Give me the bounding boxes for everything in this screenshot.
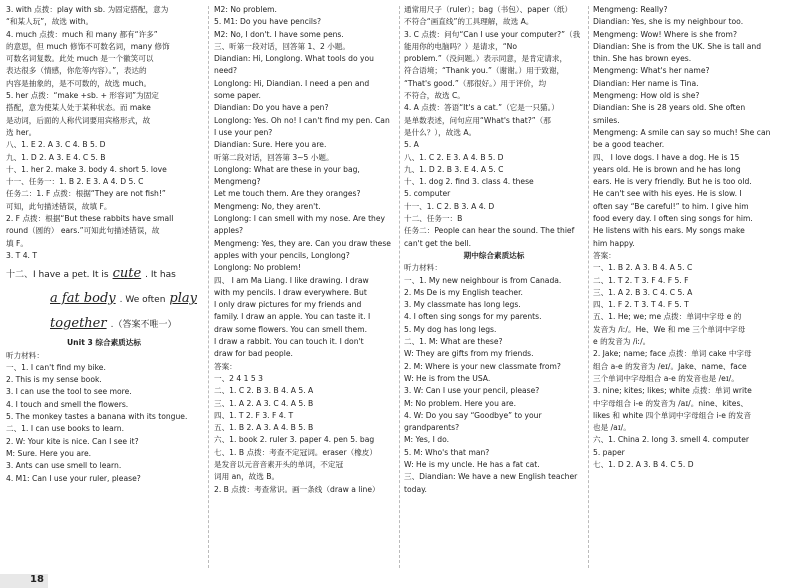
answer-line: 组合 a-e 的发音为 /eɪ/。Jake、name、face (593, 361, 747, 371)
answer-line: Longlong: Hi, Diandian. I need a pen and (214, 78, 370, 88)
answer-line: 2. Jake; name; face 点拨：单词 cake 中字母 (593, 349, 752, 359)
answer-line: M: No problem. Here you are. (404, 398, 516, 408)
answer-line: 是单数表述，问句应用“What's that?”（那 (404, 115, 551, 125)
answer-line: Longlong: I can smell with my nose. Are they (214, 214, 386, 224)
answer-line: He can't see with his eyes. He is slow. I (593, 189, 742, 199)
answer-line: thin. She has brown eyes. (593, 54, 692, 64)
answer-line: 通常用尺子（ruler）；bag（书包）、paper（纸） (404, 5, 573, 14)
answer-line: M: Yes, I do. (404, 435, 450, 445)
answer-line: 4. much 点拨：much 和 many 都有“许多” (6, 29, 158, 39)
answer-line: 4. I touch and smell the flowers. (6, 399, 129, 409)
answer-line: e 的发音为 /iː/。 (593, 337, 651, 347)
answer-line: Diandian: Do you have a pen? (214, 103, 329, 113)
answer-line: 3. I can use the tool to see more. (6, 387, 132, 397)
answer-line: Mengmeng: Yes, they are. Can you draw these (214, 238, 391, 248)
answer-line: I draw a rabbit. You can touch it. I don't (214, 337, 364, 347)
answer-line: 十一、任务一：1. B 2. E 3. A 4. D 5. C (6, 177, 144, 187)
answer-line: 4. W: Do you say “Goodbye” to your grandparents? (404, 410, 542, 433)
answer-line: 是什么？），故选 A。 (404, 127, 477, 137)
answer-line: 八、1. E 2. A 3. C 4. B 5. D (6, 140, 106, 150)
answer-line: 4. I often sing songs for my parents. (404, 312, 542, 322)
answer-line: 三、1. A 2. A 3. C 4. A 5. B (214, 398, 314, 408)
column-divider (208, 6, 209, 568)
answer-line: 5. computer (404, 189, 451, 199)
section-title: 期中综合素质达标 (463, 250, 525, 260)
answer-line: 六、1. China 2. long 3. smell 4. computer (593, 435, 750, 445)
answer-line: 2. W: Your kite is nice. Can I see it? (6, 436, 139, 446)
answer-line: can't get the bell. (404, 238, 472, 248)
answer-line: 七、1. D 2. A 3. B 4. C 5. D (593, 459, 694, 469)
answer-line: 5. her 点拨：“make +sb. + 形容词”为固定 (6, 91, 159, 101)
section-title: Unit 3 综合素质达标 (67, 338, 141, 348)
answer-line: 符合语境；“Thank you.”（谢谢。）用于致谢， (404, 66, 565, 76)
answer-line: Longlong: What are these in your bag, Mengmeng? (214, 164, 360, 187)
answer-line: 能用你的电脑吗？）是请求，“No (404, 41, 517, 51)
answer-line: I use your pen? (214, 127, 273, 137)
answer-line: 5. paper (593, 447, 625, 457)
answer-line: M2: No problem. (214, 5, 277, 14)
answer-line: 3. with 点拨：play with sb. 为固定搭配，意为 (6, 5, 169, 14)
answer-line: 一、1. I can't find my bike. (6, 362, 106, 372)
answer-line: 内容是抽象的，是不可数的，故选 much。 (6, 78, 152, 88)
answer-column-3 (404, 4, 584, 496)
answer-line: 一、1. B 2. A 3. B 4. A 5. C (593, 263, 693, 273)
answer-line: round（圆的） ears.”可知此句描述错误，故 (6, 226, 160, 236)
answer-line: 2. F 点拨：根据“But these rabbits have small (6, 214, 174, 224)
answer-line: 5. M1: Do you have pencils? (214, 17, 322, 27)
answer-line: Mengmeng: How old is she? (593, 91, 700, 101)
answer-line: 不符合，故选 C。 (404, 91, 465, 101)
answer-line: Diandian: Hi, Longlong. What tools do you need? (214, 54, 374, 76)
answer-line: W: He is from the USA. (404, 373, 491, 383)
answer-line: Mengmeng: A smile can say so much! She can (593, 127, 771, 137)
answer-line: 三、Diandian: We have a new English teacher (404, 472, 578, 482)
answer-line: 3. Ants can use smell to learn. (6, 461, 122, 471)
answer-line: 十、1. her 2. make 3. body 4. short 5. love (6, 164, 167, 174)
answer-line: 5. A (404, 140, 419, 150)
answer-line: smiles. (593, 115, 620, 125)
answer-line: 三个单词中字母组合 a-e 的发音也是 /eɪ/。 (593, 373, 739, 383)
answer-line: 4. A 点拨：答语“It's a cat.”（它是一只猫。） (404, 103, 560, 113)
answer-line: often say “Be careful!” to him. I give him (593, 201, 749, 211)
answer-line: 选 her。 (6, 127, 37, 137)
answer-line: ears. He is very friendly. But he is too old. (593, 177, 752, 187)
page-number: 18 (30, 574, 44, 585)
answer-line: 3. nine; kites; likes; white 点拨：单词 write (593, 386, 752, 396)
answer-line: 听力材料： (404, 263, 442, 273)
answer-line: 一、1. My new neighbour is from Canada. (404, 275, 562, 285)
answer-line: 词用 an，故选 B。 (214, 472, 280, 482)
answer-line: draw some flowers. You can smell them. (214, 324, 368, 334)
answer-line: 九、1. D 2. B 3. E 4. A 5. C (404, 164, 504, 174)
answer-line: 5. The monkey tastes a banana with its tongue. (6, 412, 188, 422)
answer-line: 3. T 4. T (6, 250, 38, 260)
answer-line: Diandian: Yes, she is my neighbour too. (593, 17, 744, 27)
answer-line: He listens with his ears. My songs make (593, 226, 745, 236)
answer-line: 二、1. T 2. T 3. F 4. F 5. F (593, 275, 689, 285)
answer-line: Diandian: She is from the UK. She is tall and (593, 41, 762, 51)
answer-line: 听第二段对话，回答第 3~5 小题。 (214, 152, 334, 162)
column-divider (588, 6, 589, 568)
answer-line: W: He is my uncle. He has a fat cat. (404, 459, 540, 469)
answer-line: Diandian: She is 28 years old. She often (593, 103, 746, 113)
answer-line: 的意思，但 much 修饰不可数名词，many 修饰 (6, 41, 170, 51)
answer-line: 3. C 点拨：问句“Can I use your computer?”（我 (404, 29, 581, 39)
answer-line: him happy. (593, 238, 635, 248)
answer-line: 是动词，后面的人称代词要用宾格形式，故 (6, 115, 151, 125)
answer-line: 是发音以元音音素开头的单词，不定冠 (214, 459, 344, 469)
answer-line: apples with your pencils, Longlong? (214, 250, 350, 260)
answer-line: 七、1. B 点拨：考查不定冠词。eraser（橡皮） (214, 447, 377, 457)
answer-line: apples? (214, 226, 244, 236)
answer-line: food every day. I often sing songs for him. (593, 214, 753, 224)
answer-line: 3. My classmate has long legs. (404, 300, 521, 310)
answer-line: Mengmeng: What's her name? (593, 66, 710, 76)
answer-line: be a good teacher. (593, 140, 665, 150)
answer-line: 2. This is my sense book. (6, 375, 102, 385)
answer-line: Longlong: Yes. Oh no! I can't find my pen. Can (214, 115, 390, 125)
answer-line: M2: No, I don't. I have some pens. (214, 29, 344, 39)
answer-line: family. I draw an apple. You can taste it. I (214, 312, 371, 322)
answer-line: “和某人玩”，故选 with。 (6, 17, 94, 27)
answer-line: 4. M1: Can I use your ruler, please? (6, 473, 141, 483)
answer-line: 三、1. A 2. B 3. C 4. C 5. A (593, 287, 693, 297)
page-number-tab (0, 574, 48, 588)
answer-line: 表达很多（情感，你危等内容）。”，表达的 (6, 66, 147, 76)
answer-line: 四、1. F 2. T 3. T 4. F 5. T (593, 300, 689, 310)
answer-line: 也是 /aɪ/。 (593, 423, 631, 433)
answer-line: 十一、1. C 2. B 3. A 4. D (404, 201, 495, 211)
answer-line: 可数名词复数。此处 much 是一个徽笑可以 (6, 54, 154, 64)
answer-column-2 (214, 4, 394, 496)
answer-line: 四、1. T 2. F 3. F 4. T (214, 410, 294, 420)
answer-line: 八、1. C 2. E 3. A 4. B 5. D (404, 152, 504, 162)
answer-line: problem.”（没问题。）表示同意，是肯定请求， (404, 54, 568, 64)
answer-line: 六、1. book 2. ruler 3. paper 4. pen 5. bag (214, 435, 375, 445)
answer-line: “That's good.”（那很好。）用于评价，均 (404, 78, 547, 88)
answer-column-1 (6, 4, 202, 485)
answer-line: 任务二：1. F 点拨：根据“They are not fish!” (6, 189, 166, 199)
answer-line: 十二、任务一：B (404, 214, 463, 224)
answer-line: W: They are gifts from my friends. (404, 349, 534, 359)
answer-line: 答案： (214, 361, 237, 371)
answer-line: draw for bad people. (214, 349, 293, 359)
answer-line: 不符合“画直线”的工具理解，故选 A。 (404, 17, 534, 27)
answer-line: Let me touch them. Are they oranges? (214, 189, 361, 199)
answer-line: I only draw pictures for my friends and (214, 300, 362, 310)
answer-line: 答案： (593, 250, 616, 260)
answer-line: 2. Ms De is my English teacher. (404, 287, 523, 297)
answer-line: 二、1. C 2. B 3. B 4. A 5. A (214, 386, 314, 396)
answer-line: some paper. (214, 91, 261, 101)
handwritten-answer: 十二、I have a pet. It is cute . It has a fat body . We often play together .（答案不唯一） (6, 266, 197, 332)
answer-line: 九、1. D 2. A 3. E 4. C 5. B (6, 152, 106, 162)
answer-line: with my pencils. I draw everywhere. But (214, 287, 367, 297)
answer-line: 发音为 /iː/。He、We 和 me 三个单词中字母 (593, 324, 746, 334)
answer-line: Diandian: Sure. Here you are. (214, 140, 327, 150)
answer-line: 一、2 4 1 5 3 (214, 373, 263, 383)
answer-line: Mengmeng: Really? (593, 5, 668, 14)
answer-line: 四、 I am Ma Liang. I like drawing. I draw (214, 275, 369, 285)
answer-line: 二、1. I can use books to learn. (6, 424, 124, 434)
answer-line: 5. M: Who's that man? (404, 447, 490, 457)
answer-line: M: Sure. Here you are. (6, 448, 92, 458)
answer-line: 3. W: Can I use your pencil, please? (404, 386, 540, 396)
answer-line: today. (404, 484, 427, 494)
answer-line: 十、1. dog 2. find 3. class 4. these (404, 177, 534, 187)
answer-line: 填 F。 (6, 238, 28, 248)
answer-line: 四、 I love dogs. I have a dog. He is 15 (593, 152, 740, 162)
answer-line: 中字母组合 i-e 的发音为 /aɪ/。nine、kites、 (593, 398, 748, 408)
answer-line: 可知，此句描述错误，故填 F。 (6, 201, 112, 211)
answer-line: 三、听第一段对话，回答第 1、2 小题。 (214, 41, 350, 51)
answer-line: 五、1. B 2. A 3. A 4. B 5. B (214, 423, 314, 433)
answer-line: years old. He is brown and he has long (593, 164, 741, 174)
answer-line: 5. My dog has long legs. (404, 324, 497, 334)
answer-line: 听力材料： (6, 350, 44, 360)
answer-column-4 (593, 4, 793, 471)
answer-line: Mengmeng: No, they aren't. (214, 201, 321, 211)
answer-line: Mengmeng: Wow! Where is she from? (593, 29, 737, 39)
answer-line: 任务二：People can hear the sound. The thief (404, 226, 575, 236)
answer-line: Diandian: Her name is Tina. (593, 78, 699, 88)
answer-line: 五、1. He; we; me 点拨：单词中字母 e 的 (593, 312, 742, 322)
answer-line: likes 和 white 四个单词中字母组合 i-e 的发音 (593, 410, 752, 420)
answer-line: 2. M: Where is your new classmate from? (404, 361, 561, 371)
column-divider (399, 6, 400, 568)
answer-line: 二、1. M: What are these? (404, 337, 503, 347)
answer-line: Longlong: No problem! (214, 263, 301, 273)
answer-line: 2. B 点拨：考查常识。画一条线（draw a line） (214, 484, 380, 494)
answer-line: 搭配，意为使某人处于某种状态。而 make (6, 103, 151, 113)
